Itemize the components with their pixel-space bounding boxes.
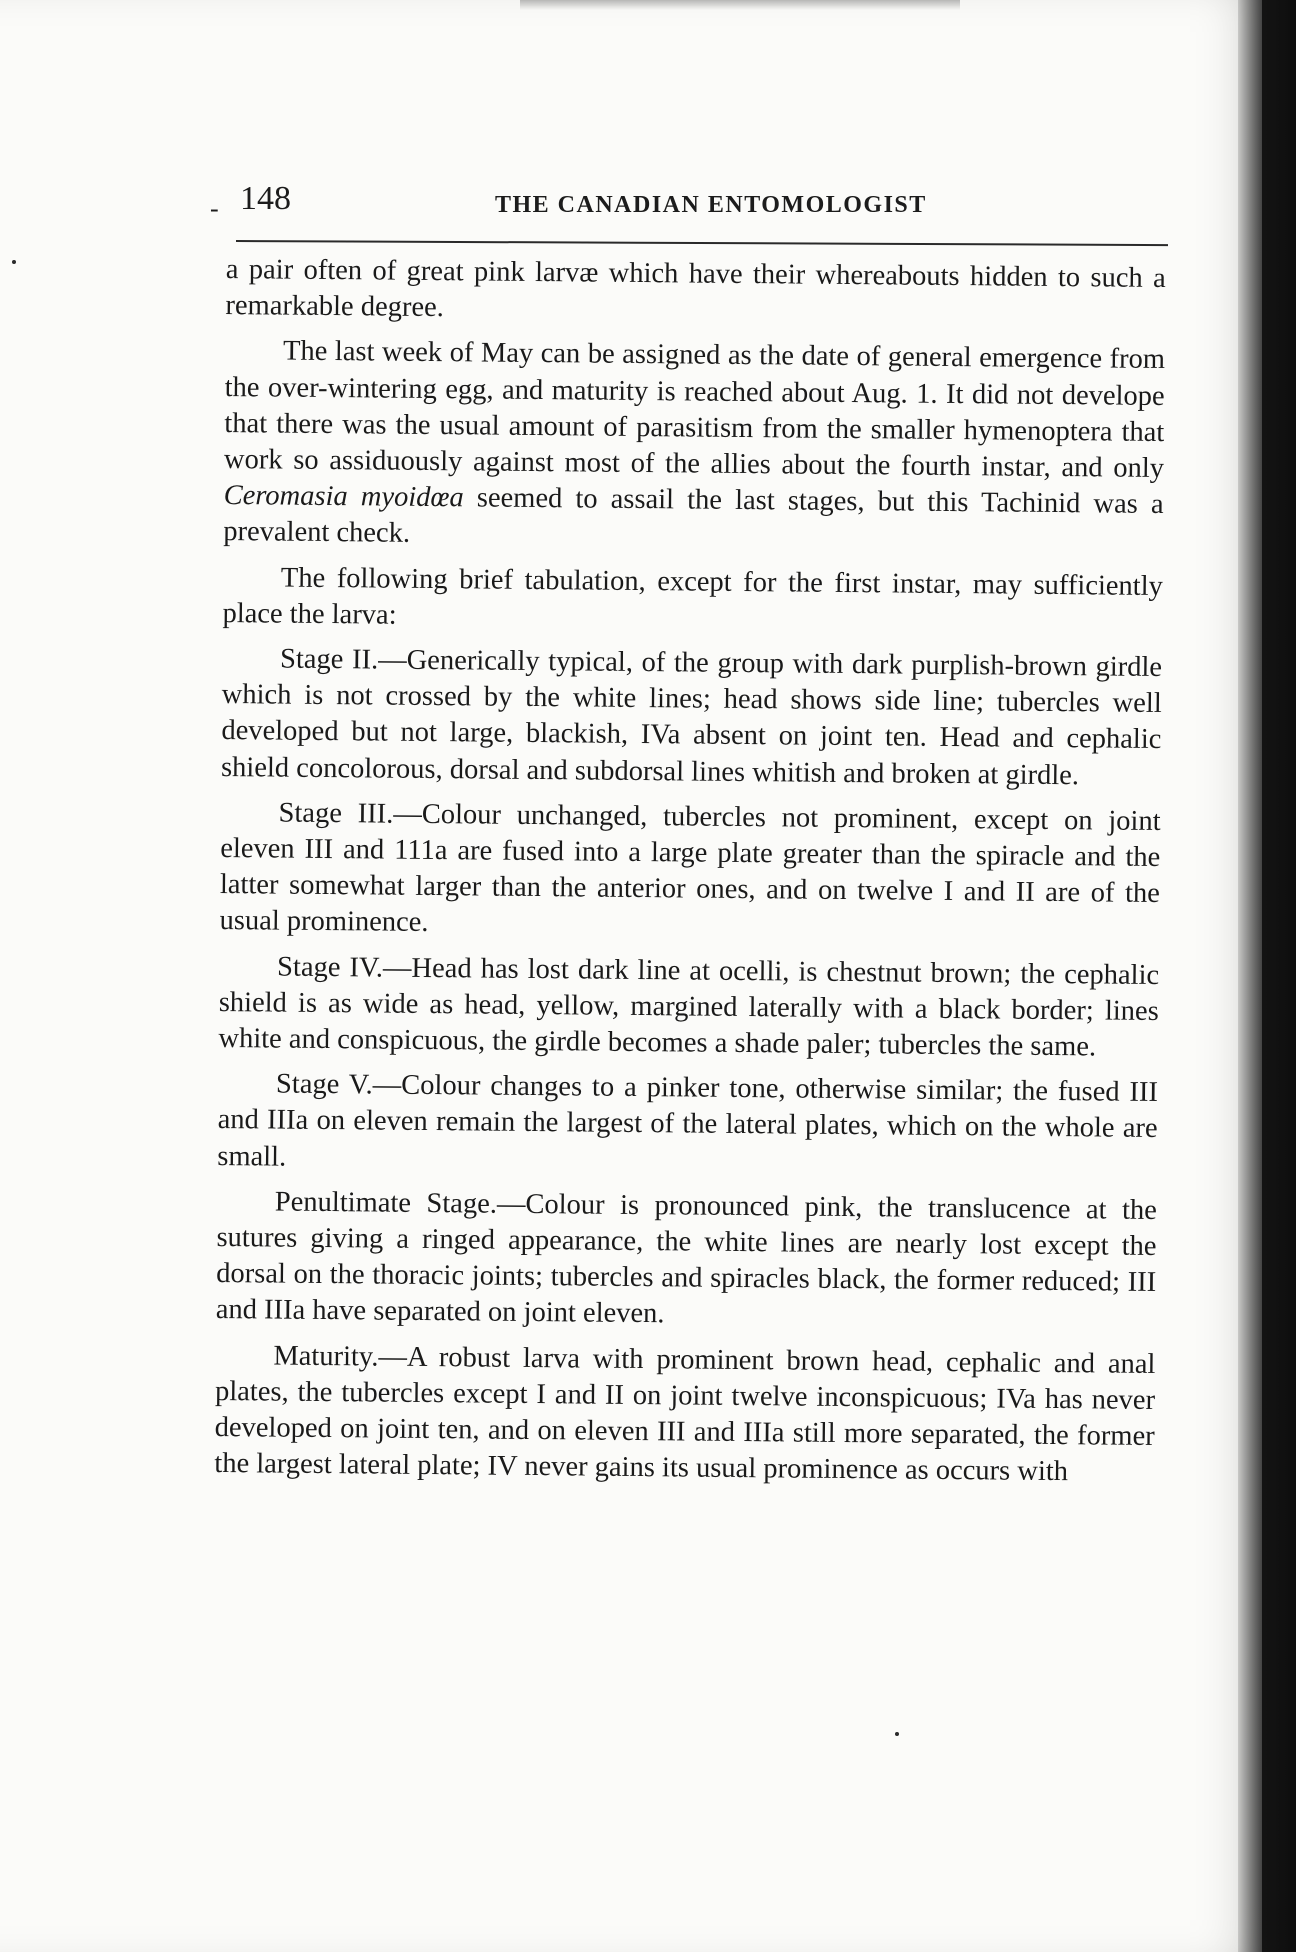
paragraph-2-text-b: seemed to assail the last stages, but this Tachinid was a prevalent check.: [223, 482, 1164, 550]
running-title: THE CANADIAN ENTOMOLOGIST: [495, 192, 927, 218]
paragraph-stage-4: Stage IV.—Head has lost dark line at ocelli, is chestnut brown; the cephalic shield is as wide as head, yellow, margined laterally with a black border; lines white and conspicuous, the girdle becomes a shade paler; tubercles the same.: [218, 951, 1160, 1063]
header-rule: [236, 240, 1168, 246]
paragraph-penultimate: Penultimate Stage.—Colour is pronounced pink, the translucence at the sutures giving a ringed appearance, the white lines are nearly lost except the dorsal on the thoracic joints; tubercles and spiracles black, the former reduced; III and IIIa have separated on joint eleven.: [215, 1186, 1157, 1330]
paragraph-3: The following brief tabulation, except for the first instar, may sufficiently place the larva:: [222, 562, 1163, 631]
paragraph-stage-5: Stage V.—Colour changes to a pinker tone, otherwise similar; the fused III and IIIa on eleven remain the largest of the lateral plates, which on the whole are small.: [217, 1068, 1159, 1173]
top-shadow: [520, 0, 960, 10]
paragraph-1: a pair often of great pink larvæ which have their whereabouts hidden to such a remarkable degree.: [225, 253, 1166, 324]
paragraph-maturity: Maturity.—A robust larva with prominent brown head, cephalic and anal plates, the tubercles except I and II on joint twelve inconspicuous; IVa has never developed on joint ten, and on eleven III and IIIa still more separated, the former the largest lateral plate; IV never gains its usual prominence as occurs with: [214, 1340, 1156, 1488]
paragraph-stage-2: Stage II.—Generically typical, of the group with dark purplish-brown girdle which is not crossed by the white lines; head shows side line; tubercles well developed but not large, blackish, IVa absent on joint ten. Head and cephalic shield concolorous, dorsal and subdorsal lines whitish and broken at girdle.: [220, 643, 1163, 791]
page-header: [210, 180, 1170, 230]
species-name: Ceromasia myoidœa: [223, 480, 464, 514]
paragraph-stage-3: Stage III.—Colour unchanged, tubercles not prominent, except on joint eleven III and 111a are fused into a large plate greater than the spiracle and the latter somewhat larger than the anterior ones, and on twelve I and II are of the usual prominence.: [219, 797, 1161, 939]
paragraph-2-text-a: The last week of May can be assigned as the date of general emergence from the over-wintering egg, and maturity is reached about Aug. 1. It did not develope that there was the usual amount of parasitism from the smaller hymenoptera that work so assiduously against most of the allies about the fourth instar, and only: [223, 335, 1166, 485]
paragraph-2: [223, 333, 1165, 559]
scan-speck: [12, 260, 16, 264]
margin-dash: -: [210, 194, 219, 223]
body-text: [214, 252, 1166, 1500]
page-number: 148: [240, 180, 291, 217]
binding-shadow: [1238, 0, 1296, 1952]
scan-speck: [895, 1732, 899, 1736]
